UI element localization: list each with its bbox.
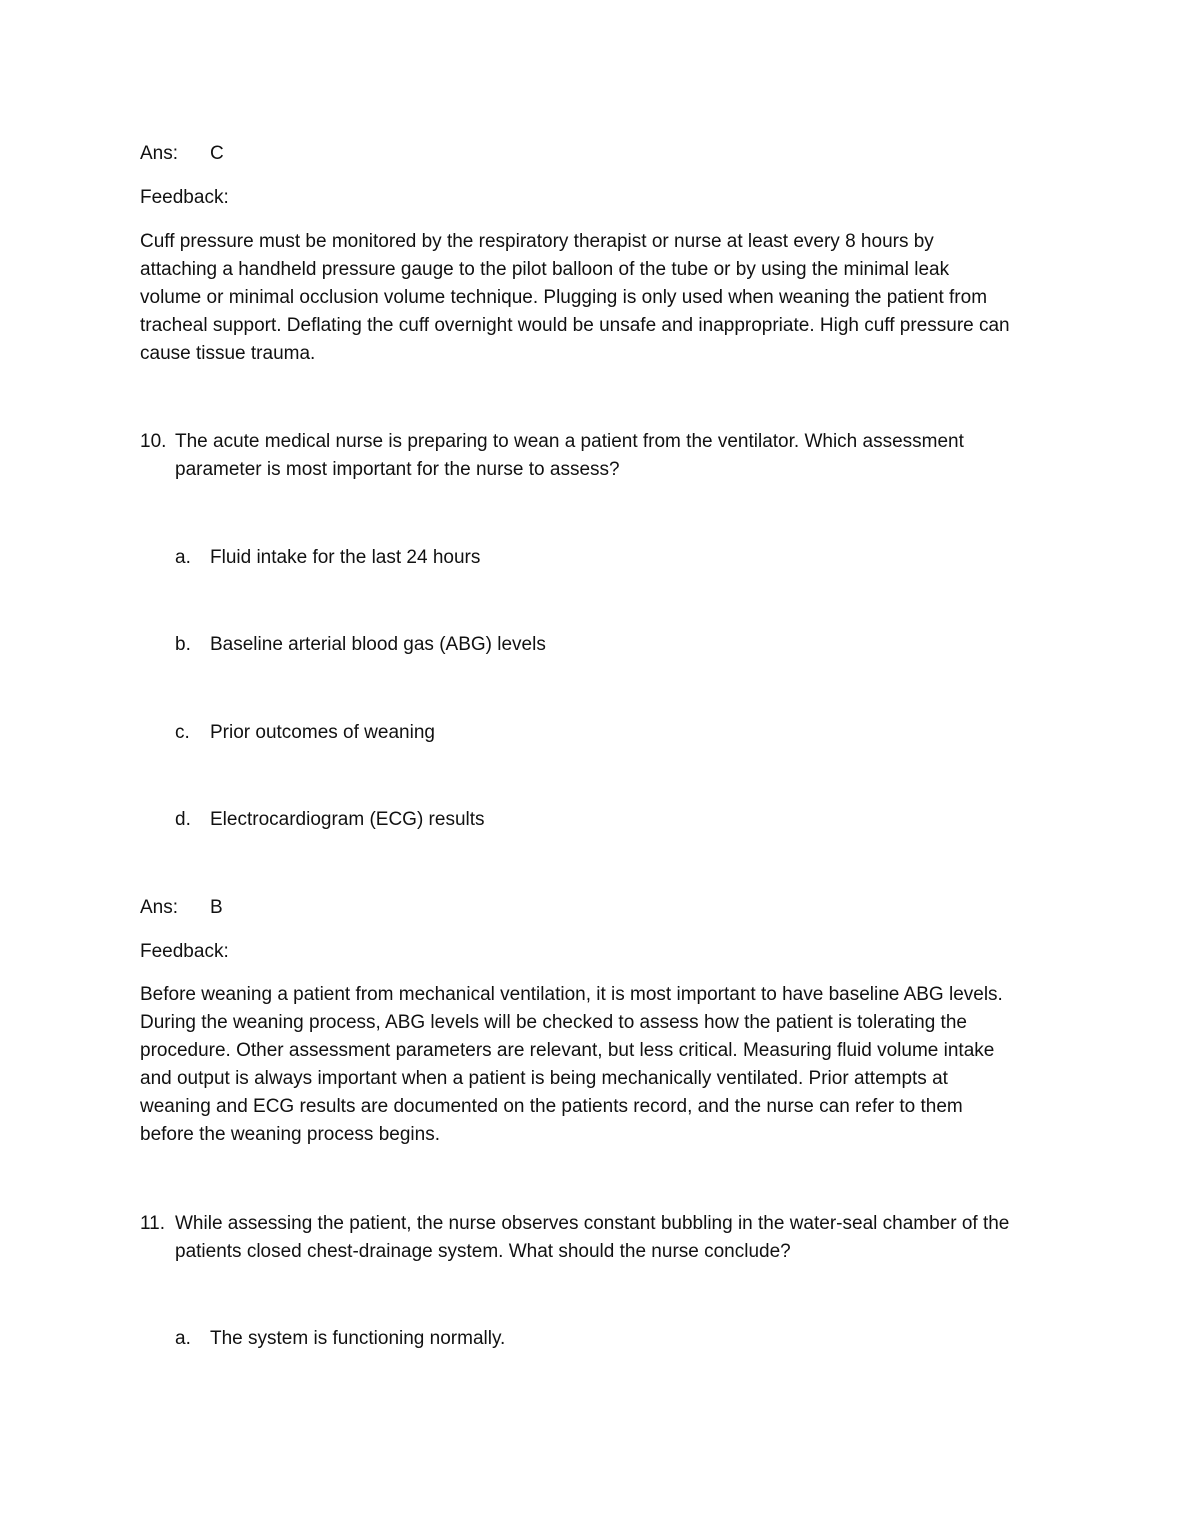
feedback-text bbox=[140, 228, 1060, 368]
option-b bbox=[175, 631, 546, 659]
option-text: Baseline arterial blood gas (ABG) levels bbox=[210, 634, 546, 655]
question-line: The acute medical nurse is preparing to wean a patient from the ventilator. Which assessment bbox=[175, 431, 964, 452]
option-letter: a. bbox=[175, 547, 191, 568]
feedback-line: attaching a handheld pressure gauge to the pilot balloon of the tube or by using the minimal leak bbox=[140, 259, 950, 280]
feedback-line: before the weaning process begins. bbox=[140, 1124, 440, 1145]
question-line: While assessing the patient, the nurse observes constant bubbling in the water-seal chamber of the bbox=[175, 1213, 1010, 1234]
answer-value: C bbox=[210, 143, 224, 164]
feedback-text bbox=[140, 981, 1060, 1149]
question-number: 11. bbox=[140, 1213, 166, 1234]
feedback-line: Cuff pressure must be monitored by the respiratory therapist or nurse at least every 8 hours by bbox=[140, 231, 934, 252]
answer-value: B bbox=[210, 897, 223, 918]
feedback-line: and output is always important when a patient is being mechanically ventilated. Prior attempts at bbox=[140, 1068, 948, 1089]
option-text: The system is functioning normally. bbox=[210, 1328, 506, 1349]
feedback-line: volume or minimal occlusion volume technique. Plugging is only used when weaning the patient from bbox=[140, 287, 988, 308]
option-text: Fluid intake for the last 24 hours bbox=[210, 547, 481, 568]
option-text: Electrocardiogram (ECG) results bbox=[210, 809, 485, 830]
option-letter: c. bbox=[175, 722, 190, 743]
answer-row bbox=[140, 140, 224, 168]
feedback-line: cause tissue trauma. bbox=[140, 343, 316, 364]
option-a bbox=[175, 544, 480, 572]
option-letter: b. bbox=[175, 634, 191, 655]
feedback-line: weaning and ECG results are documented on the patients record, and the nurse can refer to them bbox=[140, 1096, 963, 1117]
question-text bbox=[175, 1210, 1055, 1266]
feedback-label: Feedback: bbox=[140, 941, 229, 962]
option-d bbox=[175, 806, 485, 834]
question-line: parameter is most important for the nurse to assess? bbox=[175, 459, 620, 480]
answer-label: Ans: bbox=[140, 897, 179, 918]
option-letter: d. bbox=[175, 809, 191, 830]
feedback-line: tracheal support. Deflating the cuff overnight would be unsafe and inappropriate. High cuff pressure can bbox=[140, 315, 1010, 336]
option-a bbox=[175, 1325, 505, 1353]
feedback-label: Feedback: bbox=[140, 187, 229, 208]
feedback-line: During the weaning process, ABG levels will be checked to assess how the patient is tolerating the bbox=[140, 1012, 967, 1033]
option-text: Prior outcomes of weaning bbox=[210, 722, 435, 743]
question-text bbox=[175, 428, 1055, 484]
question-11 bbox=[140, 1210, 1060, 1266]
question-line: patients closed chest-drainage system. What should the nurse conclude? bbox=[175, 1241, 791, 1262]
option-letter: a. bbox=[175, 1328, 191, 1349]
question-number: 10. bbox=[140, 431, 167, 452]
answer-row bbox=[140, 894, 223, 922]
answer-label: Ans: bbox=[140, 143, 179, 164]
feedback-line: Before weaning a patient from mechanical ventilation, it is most important to have baseline ABG levels. bbox=[140, 984, 1003, 1005]
option-c bbox=[175, 719, 435, 747]
feedback-line: procedure. Other assessment parameters are relevant, but less critical. Measuring fluid volume intake bbox=[140, 1040, 995, 1061]
question-10 bbox=[140, 428, 1060, 484]
